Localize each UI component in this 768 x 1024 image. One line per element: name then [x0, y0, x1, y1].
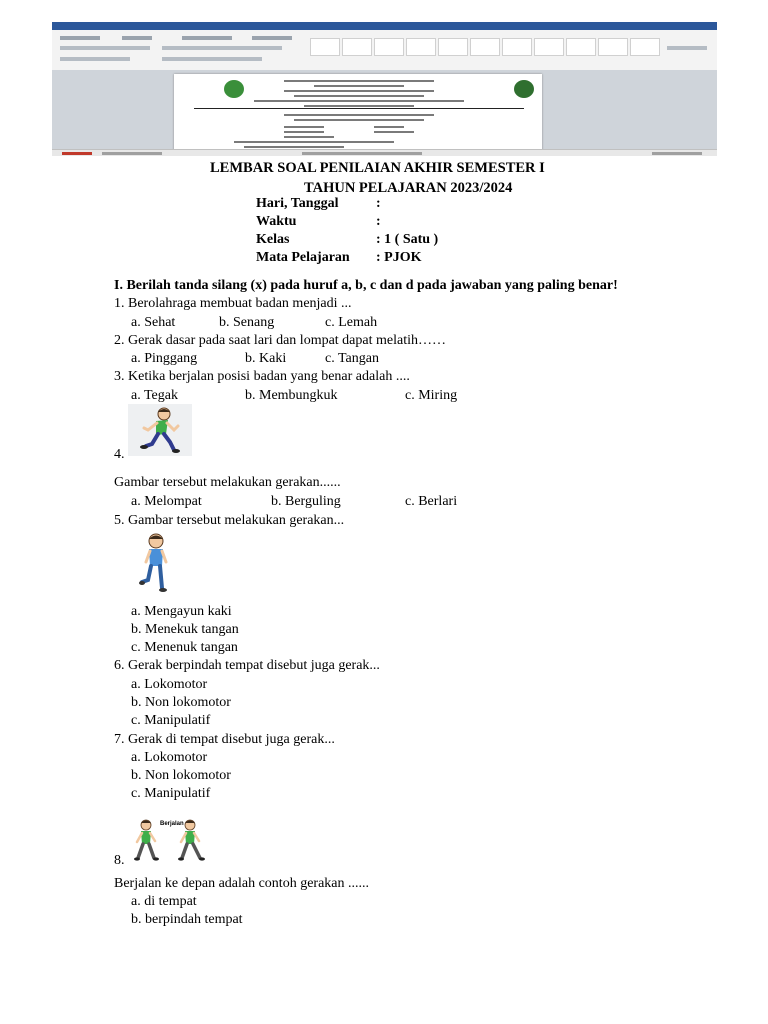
field-value-date: :	[376, 196, 381, 211]
option-6a: a. Lokomotor	[131, 677, 208, 692]
option-2b: b. Kaki	[245, 351, 287, 366]
instruction: I. Berilah tanda silang (x) pada huruf a, b, c dan d pada jawaban yang paling benar!	[114, 278, 618, 293]
option-8b: b. berpindah tempat	[131, 912, 243, 927]
field-value-time: :	[376, 214, 381, 229]
option-1a: a. Sehat	[131, 315, 176, 330]
option-3b: b. Membungkuk	[245, 388, 338, 403]
question-6: 6. Gerak berpindah tempat disebut juga gerak...	[114, 658, 380, 673]
standing-child-image	[138, 532, 174, 594]
embedded-screenshot	[52, 22, 717, 156]
field-label-date: Hari, Tanggal	[256, 196, 339, 211]
option-3a: a. Tegak	[131, 388, 178, 403]
option-7a: a. Lokomotor	[131, 750, 208, 765]
doc-title: LEMBAR SOAL PENILAIAN AKHIR SEMESTER I	[210, 160, 545, 176]
question-4-number: 4.	[114, 447, 125, 462]
option-1c: c. Lemah	[325, 315, 378, 330]
option-7c: c. Manipulatif	[131, 786, 211, 801]
option-2a: a. Pinggang	[131, 351, 198, 366]
option-4b: b. Berguling	[271, 494, 341, 509]
emblem-icon	[514, 80, 534, 98]
option-6c: c. Manipulatif	[131, 713, 211, 728]
ribbon-toolbar	[52, 30, 717, 71]
window-statusbar	[52, 149, 717, 156]
question-1: 1. Berolahraga membuat badan menjadi ...	[114, 296, 352, 311]
question-2: 2. Gerak dasar pada saat lari dan lompat dapat melatih……	[114, 333, 446, 348]
option-2c: c. Tangan	[325, 351, 379, 366]
running-child-image	[128, 404, 192, 456]
window-titlebar	[52, 22, 717, 30]
option-7b: b. Non lokomotor	[131, 768, 231, 783]
option-1b: b. Senang	[219, 315, 275, 330]
question-8-number: 8.	[114, 853, 125, 868]
field-value-subject: : PJOK	[376, 250, 422, 265]
question-5: 5. Gambar tersebut melakukan gerakan...	[114, 513, 345, 528]
question-7: 7. Gerak di tempat disebut juga gerak...	[114, 732, 335, 747]
question-8: Berjalan ke depan adalah contoh gerakan ......	[114, 876, 370, 891]
walking-children-image	[132, 818, 212, 864]
question-4: Gambar tersebut melakukan gerakan......	[114, 475, 341, 490]
option-4c: c. Berlari	[405, 494, 458, 509]
option-8a: a. di tempat	[131, 894, 197, 909]
document-page-thumbnail	[174, 74, 542, 156]
option-6b: b. Non lokomotor	[131, 695, 231, 710]
emblem-icon	[224, 80, 244, 98]
option-5c: c. Menenuk tangan	[131, 640, 238, 655]
field-label-time: Waktu	[256, 214, 297, 229]
option-3c: c. Miring	[405, 388, 458, 403]
field-label-subject: Mata Pelajaran	[256, 250, 350, 265]
question-3: 3. Ketika berjalan posisi badan yang benar adalah ....	[114, 369, 410, 384]
field-label-class: Kelas	[256, 232, 290, 247]
doc-subtitle: TAHUN PELAJARAN 2023/2024	[304, 180, 513, 196]
option-5b: b. Menekuk tangan	[131, 622, 239, 637]
field-value-class: : 1 ( Satu )	[376, 232, 439, 247]
option-5a: a. Mengayun kaki	[131, 604, 232, 619]
image-caption: Berjalan	[160, 821, 184, 827]
option-4a: a. Melompat	[131, 494, 202, 509]
